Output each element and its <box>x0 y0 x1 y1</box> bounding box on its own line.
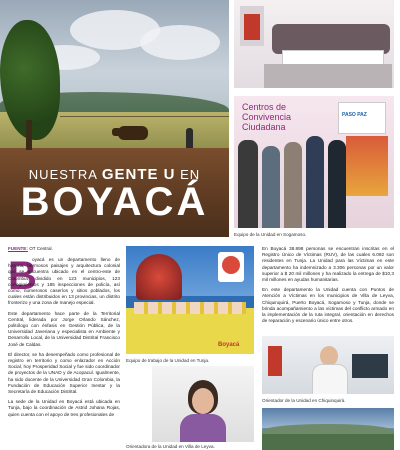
article-column-3 <box>262 246 394 328</box>
article-column-1 <box>8 254 120 422</box>
drop-cap: B <box>8 254 37 298</box>
paragraph: La sede de la Unidad en Boyacá está ubicada en Tunja, bajo la coordinación de Astrid Johana Rojas, quien cuenta con el apoyo de tres profesionales de <box>8 399 120 417</box>
hero-image <box>0 0 229 237</box>
photo-orientadora-villa <box>152 366 254 442</box>
paragraph: Este departamento hace parte de la Territorial Central, liderada por Jorge Orlando Sánchez, politólogo con énfasis en Gestión Pública, de la Universidad Javeriana y especialista en Ambiente y Desarrollo Local, de la Universidad Distrital Francisco José de Caldas. <box>8 310 120 347</box>
paragraph: El director, se ha desempeñado como profesional de registro en territorio y como enlazador en Acción Social, hoy Prosperidad Social y fue sido coordinador de proyectos de la UNAD y de Acopacul. Igualmente, ha sido docente de la Universidad Gran Colombia, la Fundación de Educación Superior Inestar y la Secretaría de Educación Distrital. <box>8 351 120 395</box>
hero-kicker: NUESTRA GENTE U EN <box>28 166 201 183</box>
photo-orientador-chiquinquira <box>262 336 394 394</box>
caption-sogamoso: Equipo de la Unidad en Sogamoso. <box>234 232 307 237</box>
source-line: FUENTE: OT Central. <box>8 246 53 251</box>
caption-tunja: Equipo de trabajo de la Unidad en Tunja. <box>126 358 210 363</box>
paragraph: En Boyacá 38.898 personas se encuentran inscritas en el Registro Único de Víctimas (RUV), de las cuales 6.092 son residentes en Tunja. La Unidad para las Víctimas en este departamento ha indemnizado a 3.306 personas por un valor superior a $ 20 mil millones y ha realizado la entrega de $10,3 mil millones en ayudas humanitarias. <box>262 246 394 283</box>
caption-chiquinquira: Orientador de la Unidad en Chiquinquirá. <box>262 398 346 403</box>
photo-team-office <box>234 0 394 88</box>
paragraph: En este departamento la Unidad cuenta con Puntos de Atención a Víctimas en los municipios de Villa de Leyva, Chiquinquirá, Puerto Boyacá, Sogamoso y Tunja, donde se brinda acompañamiento a las víctimas del conflicto armado en la implementación de la ruta integral, orientación en derechos de reparación y escenario único entre otros. <box>262 287 394 324</box>
caption-villa: Orientadora de la Unidad en Villa de Leyva. <box>126 444 215 449</box>
paragraph: oyacá es un departamento lleno de historia, hermosos paisajes y arquitectura colonial que se encuentra ubicado en el centro-este de Colombia, dividido en 123 municipios, 123 corregimientos y 185 inspecciones de policía, así como, numerosos caseríos y sitios poblados, los cuales están distribuidos en 13 provincias, un distrito fronterizo y una zona de manejo especial. <box>8 257 120 306</box>
photo-centros-convivencia: Centros de Convivencia Ciudadana PASO PAZ <box>234 96 394 228</box>
photo-landscape <box>262 408 394 450</box>
photo-team-tunja: Boyacá <box>126 246 254 354</box>
page-title: BOYACÁ <box>20 180 209 224</box>
